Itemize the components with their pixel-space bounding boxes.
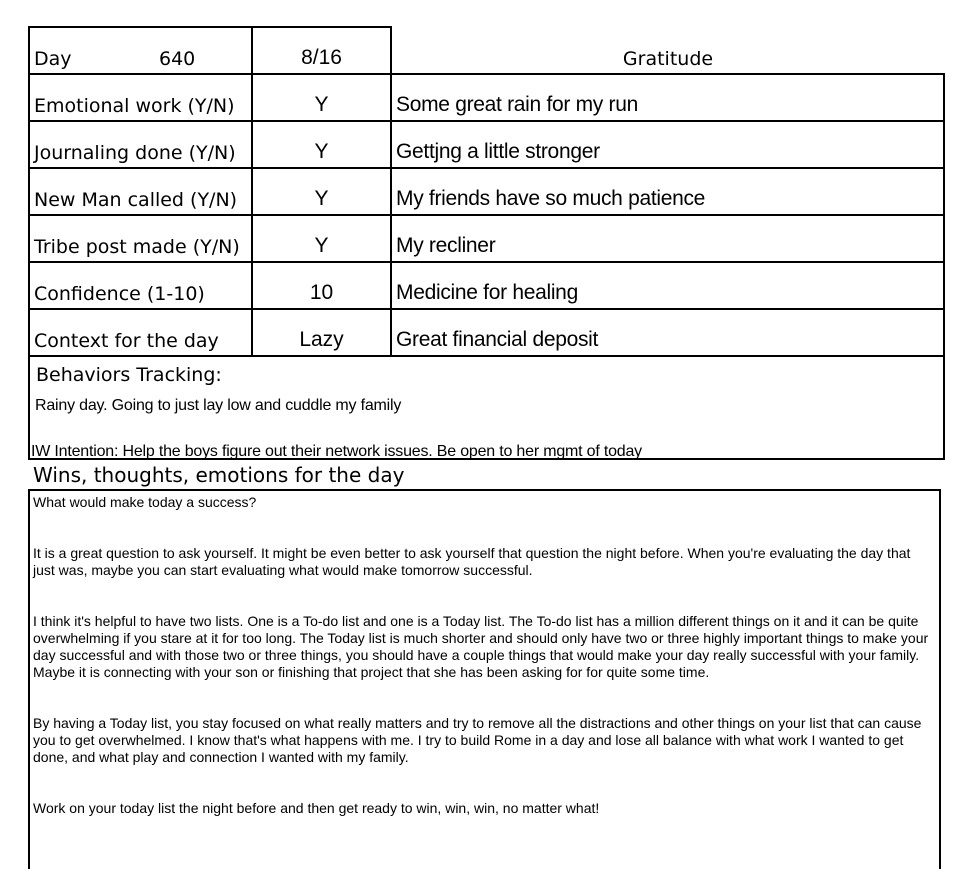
row-value: Lazy (252, 309, 391, 356)
behaviors-note: Rainy day. Going to just lay low and cuddle my family (35, 397, 402, 414)
gratitude-item: Some great rain for my run (391, 74, 944, 121)
row-value: Y (252, 121, 391, 168)
intention-note: IW Intention: Help the boys figure out their network issues. Be open to her mgmt of today (31, 443, 642, 460)
tracker-row (29, 215, 944, 262)
wins-paragraph: By having a Today list, you stay focused on what really matters and try to remove all the distractions and other things on your list that can cause you to get overwhelmed. I know that's what happens with me. I try to build Rome in a day and lose all balance with what work I wanted to get done, and what play and connection I wanted with my family. (33, 715, 922, 765)
gratitude-item: My recliner (391, 215, 944, 262)
tracker-table (28, 26, 945, 357)
row-value: Y (252, 168, 391, 215)
day-number: 640 (159, 48, 196, 70)
wins-title: Wins, thoughts, emotions for the day (33, 463, 405, 487)
date-cell: 8/16 (252, 27, 391, 74)
row-label: Tribe post made (Y/N) (29, 215, 252, 262)
header-row (29, 27, 944, 74)
gratitude-heading: Gratitude (391, 27, 944, 74)
gratitude-item: Medicine for healing (391, 262, 944, 309)
behaviors-section (28, 348, 945, 460)
wins-paragraph: I think it's helpful to have two lists. One is a To-do list and one is a Today list. The To-do list has a million different things on it and it can be quite overwhelming if you stare at it for too long. The Today list is much shorter and should only have two or three highly important things to make your day successful and with those two or three things, you should have a couple things that would make your day really successful with your family. Maybe it is connecting with your son or finishing that project that she has been asking for for quite some time. (33, 613, 929, 680)
tracker-row (29, 74, 944, 121)
wins-paragraph: It is a great question to ask yourself. It might be even better to ask yourself that question the night before. When you're evaluating the day that just was, maybe you can start evaluating what would make tomorrow successful. (33, 545, 911, 578)
row-value: Y (252, 215, 391, 262)
row-value: Y (252, 74, 391, 121)
day-label: Day (34, 48, 72, 70)
wins-paragraph: What would make today a success? (33, 494, 257, 510)
behaviors-title: Behaviors Tracking: (36, 364, 222, 386)
day-cell (29, 27, 252, 74)
row-label: Context for the day (29, 309, 252, 356)
row-label: Confidence (1-10) (29, 262, 252, 309)
row-label: Journaling done (Y/N) (29, 121, 252, 168)
row-label: Emotional work (Y/N) (29, 74, 252, 121)
wins-text-box (28, 489, 941, 869)
gratitude-item: Great financial deposit (391, 309, 944, 356)
row-label: New Man called (Y/N) (29, 168, 252, 215)
row-value: 10 (252, 262, 391, 309)
gratitude-item: Gettjng a little stronger (391, 121, 944, 168)
tracker-row (29, 168, 944, 215)
tracker-row (29, 121, 944, 168)
gratitude-item: My friends have so much patience (391, 168, 944, 215)
wins-paragraph: Work on your today list the night before and then get ready to win, win, win, no matter what! (33, 800, 600, 816)
tracker-row (29, 262, 944, 309)
